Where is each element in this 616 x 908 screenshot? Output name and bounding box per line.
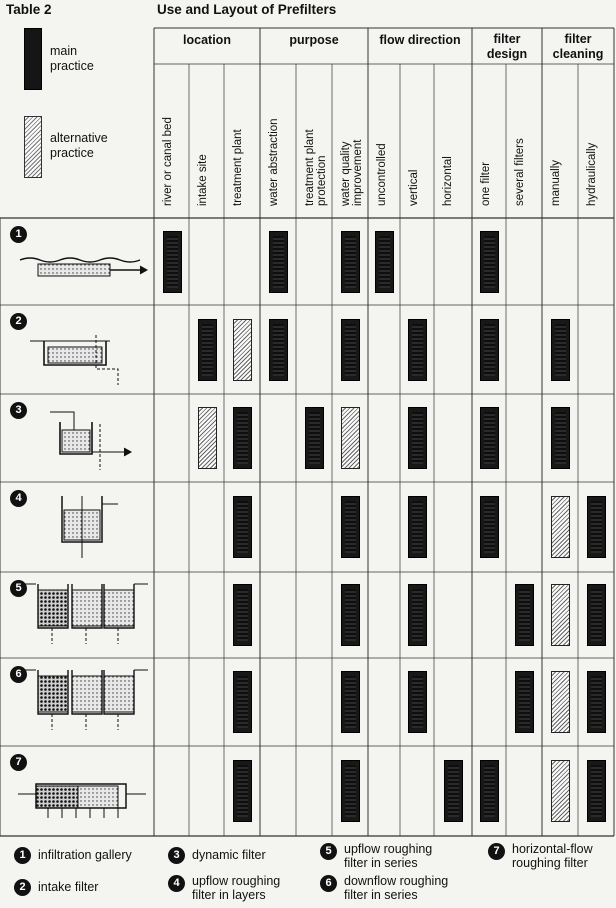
diagram-stroke [62,430,90,452]
row-number-badge: 6 [10,666,27,683]
main-practice-marker [551,407,570,469]
row-number-badge: 5 [10,580,27,597]
column-header [228,86,256,208]
diagram-stroke [48,347,102,363]
main-practice-marker [587,760,606,822]
alternative-practice-marker [551,671,570,733]
main-practice-marker [233,496,252,558]
main-practice-marker [163,231,182,293]
group-header-flow-direction: flow direction [379,33,461,47]
filter-diagram-7 [18,784,146,818]
main-practice-marker [341,671,360,733]
alternative-practice-marker [198,407,217,469]
column-header-label: uncontrolled [376,143,388,206]
diagram-stroke [124,448,131,456]
main-practice-marker [480,760,499,822]
column-header [404,86,432,208]
column-header-label: treatment plant [232,129,244,206]
footer-number-badge: 7 [488,843,505,860]
row-number-badge: 1 [10,226,27,243]
row-number-badge: 4 [10,490,27,507]
row-number-badge: 2 [10,313,27,330]
filter-diagram-2 [30,335,118,385]
footer-caption: horizontal-flow roughing filter [512,842,593,870]
diagram-stroke [104,590,134,626]
main-practice-marker [551,319,570,381]
column-header-label: one filter [480,161,492,206]
group-header-location: location [183,33,231,47]
main-practice-marker [233,584,252,646]
diagram-stroke [104,676,134,712]
footer-number-badge: 5 [320,843,337,860]
footer-number-badge: 1 [14,847,31,864]
column-header-label: horizontal [442,156,454,206]
column-header [510,86,538,208]
column-header-label: vertical [408,169,420,206]
column-header-label: water quality improvement [340,139,364,206]
alternative-practice-marker [341,407,360,469]
footer-caption: intake filter [38,880,99,894]
column-header-label: water abstraction [268,118,280,206]
filter-diagram-6 [20,670,148,730]
main-practice-marker [341,496,360,558]
row-number-badge: 7 [10,754,27,771]
diagram-stroke [38,590,68,626]
main-practice-marker [480,231,499,293]
main-practice-marker [408,671,427,733]
column-header [372,86,400,208]
footer-number-badge: 3 [168,847,185,864]
footer-number-badge: 4 [168,875,185,892]
column-header-label: treatment plant protection [304,129,328,206]
footer-caption: downflow roughing filter in series [344,874,449,902]
footer-number-badge: 6 [320,875,337,892]
main-practice-marker [408,496,427,558]
diagram-stroke [72,590,102,626]
row-number-badge: 3 [10,402,27,419]
main-practice-marker [341,760,360,822]
main-practice-marker [233,671,252,733]
main-practice-marker [587,671,606,733]
main-practice-marker [269,231,288,293]
main-practice-marker [480,319,499,381]
column-header [438,86,466,208]
main-practice-marker [375,231,394,293]
diagram-stroke [38,264,110,276]
main-practice-marker [269,319,288,381]
column-header [476,86,504,208]
alternative-practice-marker [551,496,570,558]
column-header [193,86,221,208]
diagram-stroke [20,258,140,262]
main-practice-marker [480,407,499,469]
column-header-label: river or canal bed [162,117,174,206]
main-practice-marker [341,319,360,381]
filter-diagram-1 [20,258,147,276]
main-practice-marker [341,231,360,293]
group-header-filter-cleaning: filter cleaning [552,32,604,61]
column-header [546,86,574,208]
diagram-stroke [72,676,102,712]
diagram-stroke [78,786,118,808]
column-header-label: manually [550,159,562,206]
diagram-stroke [140,266,147,274]
group-header-filter-design: filter design [486,32,528,61]
table-label: Table 2 [6,2,52,17]
main-practice-marker [233,760,252,822]
alternative-practice-marker [233,319,252,381]
legend-main-label: main practice [50,44,94,73]
alternative-practice-marker [551,584,570,646]
footer-caption: upflow roughing filter in layers [192,874,281,902]
column-header-label: intake site [197,154,209,206]
group-header-purpose: purpose [289,33,339,47]
footer-caption: infiltration gallery [38,848,132,862]
main-practice-marker [408,407,427,469]
column-header [582,86,610,208]
footer-number-badge: 2 [14,879,31,896]
main-practice-marker [408,584,427,646]
footer-caption: dynamic filter [192,848,266,862]
column-header-label: several filters [514,138,526,206]
diagram-stroke [38,676,68,712]
column-header [300,86,328,208]
legend-alt-label: alternative practice [50,131,108,160]
main-practice-marker [305,407,324,469]
main-practice-marker [587,496,606,558]
column-header-label: hydraulically [586,142,598,206]
main-practice-marker [480,496,499,558]
main-practice-marker [444,760,463,822]
main-practice-marker [198,319,217,381]
main-practice-marker [515,671,534,733]
diagram-stroke [36,786,78,808]
footer-caption: upflow roughing filter in series [344,842,433,870]
column-header [158,86,186,208]
table-title: Use and Layout of Prefilters [157,2,337,17]
alternative-practice-marker [551,760,570,822]
main-practice-marker [233,407,252,469]
main-practice-marker [515,584,534,646]
filter-diagram-5 [20,584,148,644]
column-header [336,86,364,208]
filter-diagram-3 [50,412,131,470]
filter-diagram-4 [62,496,118,558]
column-header [264,86,292,208]
main-practice-marker [341,584,360,646]
main-practice-marker [408,319,427,381]
main-practice-marker [587,584,606,646]
